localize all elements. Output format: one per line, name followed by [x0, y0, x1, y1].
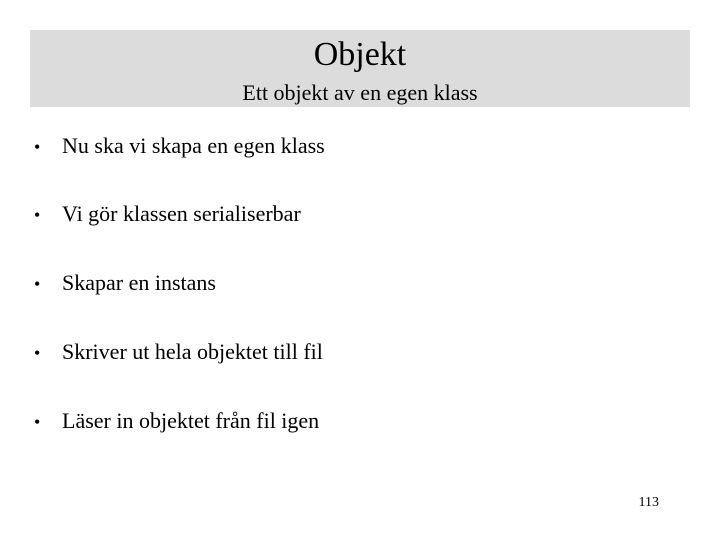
bullet-item — [34, 339, 323, 366]
bullet-item — [34, 133, 325, 160]
bullet-icon: • — [34, 412, 41, 432]
bullet-icon: • — [34, 137, 41, 157]
slide-title: Objekt — [313, 36, 407, 73]
page-number: 113 — [638, 495, 659, 510]
bullet-text: Skriver ut hela objektet till fil — [62, 339, 323, 364]
slide-subtitle: Ett objekt av en egen klass — [242, 80, 478, 105]
bullet-item — [34, 270, 216, 297]
bullet-item — [34, 408, 319, 435]
bullet-text: Skapar en instans — [62, 270, 216, 295]
bullet-text: Nu ska vi skapa en egen klass — [62, 133, 325, 158]
bullet-text: Läser in objektet från fil igen — [62, 408, 320, 433]
bullet-icon: • — [34, 343, 41, 363]
bullet-icon: • — [34, 274, 41, 294]
bullet-item — [34, 201, 301, 228]
slide-header — [30, 30, 690, 107]
bullet-text: Vi gör klassen serialiserbar — [62, 201, 301, 226]
bullet-icon: • — [34, 205, 41, 225]
